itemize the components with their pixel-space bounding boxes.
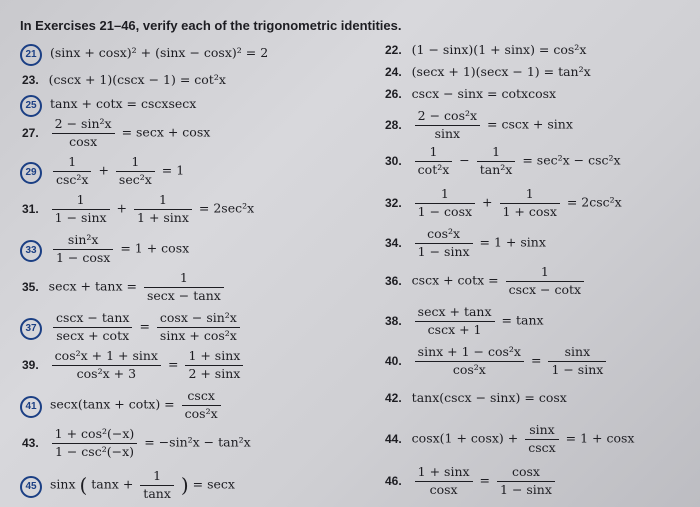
- exercise-28: 28. $\frac{\text{2 − cos²x}}{\sin x}$ = cscx + sinx: [385, 108, 573, 141]
- exercise-22: 22. (1 − sinx)(1 + sinx) = cos²x: [385, 42, 587, 57]
- exercise-number: 24.: [385, 65, 402, 79]
- circled-number: 33: [20, 240, 42, 262]
- exercise-30: 30. $\frac{1}{\text{cot²x}}$ − $\frac{1}{\text{tan²x}}$ = sec²x − csc²x: [385, 144, 621, 177]
- exercise-number: 23.: [22, 73, 39, 87]
- exercise-number: 44.: [385, 431, 402, 446]
- exercise-29: 29 $\frac{1}{\text{csc²x}}$ + $\frac{1}{\text{sec²x}}$ = 1: [20, 156, 184, 186]
- exercise-number: 26.: [385, 87, 402, 101]
- exercise-21: [20, 44, 268, 66]
- exercise-37: 37 $\frac{\csc x - \tan x}{\sec x + \cot x}$ = $\frac{\text{cosx − sin²x}}{\text{sinx + cos²x}}$: [20, 312, 243, 342]
- identity-expression: (cscx + 1)(cscx − 1) = cot²x: [48, 72, 226, 87]
- exercise-42: 42. tanx(cscx − sinx) = cosx: [385, 390, 567, 405]
- exercise-number: 42.: [385, 391, 402, 405]
- circled-number: 45: [20, 476, 42, 498]
- exercise-41: 41 secx(tanx + cotx) = $\frac{\csc x}{\text{cos²x}}$: [20, 390, 224, 420]
- exercise-number: 38.: [385, 313, 402, 328]
- exercise-33: 33 $\frac{\text{sin²x}}{1 - \cos x}$ = 1 + cosx: [20, 234, 189, 264]
- exercise-number: 34.: [385, 235, 402, 250]
- left-paren: (: [79, 473, 88, 497]
- exercise-24: 24. (secx + 1)(secx − 1) = tan²x: [385, 64, 591, 79]
- exercise-number: 22.: [385, 43, 402, 57]
- exercise-23: [22, 74, 226, 87]
- exercise-number: 46.: [385, 473, 402, 488]
- exercise-number: 30.: [385, 153, 402, 168]
- exercise-number: 35.: [22, 279, 39, 294]
- circled-number: 41: [20, 396, 42, 418]
- identity-expression: (sinx + cosx)² + (sinx − cosx)² = 2: [49, 45, 269, 60]
- exercise-number: 32.: [385, 195, 402, 210]
- exercise-46: 46. $\frac{1 + \sin x}{\cos x}$ = $\frac{\cos x}{1 - \sin x}$: [385, 466, 558, 496]
- exercise-38: 38. $\frac{\sec x + \tan x}{\csc x + 1}$ = tanx: [385, 304, 544, 337]
- exercise-34: 34. $\frac{\text{cos²x}}{1 - \sin x}$ = 1 + sinx: [385, 226, 546, 259]
- circled-number: 25: [20, 95, 42, 117]
- exercise-36: 36. cscx + cotx = $\frac{1}{\csc x - \cot x}$: [385, 266, 587, 296]
- exercise-43: 43. $\frac{\text{1 + cos²(−x)}}{\text{1 − csc²(−x)}}$ = −sin²x − tan²x: [22, 426, 251, 459]
- exercise-40: 40. $\frac{\text{sinx + 1 − cos²x}}{\text{cos²x}}$ = $\frac{\sin x}{1 - \sin x}$: [385, 346, 609, 376]
- exercise-44: 44. cosx(1 + cosx) + $\frac{\sin x}{\csc x}$ = 1 + cosx: [385, 422, 635, 455]
- exercise-heading: In Exercises 21–46, verify each of the trigonometric identities.: [20, 18, 402, 33]
- circled-number: 21: [20, 44, 42, 66]
- exercise-number: 36.: [385, 273, 402, 288]
- exercise-35: 35. secx + tanx = $\frac{1}{\sec x - \tan x}$: [22, 272, 227, 302]
- exercise-number: 28.: [385, 117, 402, 132]
- exercise-25: [20, 95, 196, 117]
- exercise-number: 40.: [385, 353, 402, 368]
- right-paren: ): [180, 473, 189, 497]
- exercise-number: 43.: [22, 435, 39, 450]
- exercise-26: 26. cscx − sinx = cotxcosx: [385, 86, 557, 101]
- exercise-27: 27. $\frac{\text{2 − sin²x}}{\cos x}$ = secx + cosx: [22, 116, 211, 149]
- exercise-31: 31. $\frac{1}{1 - \sin x}$ + $\frac{1}{1 + \sin x}$ = 2sec²x: [22, 192, 255, 225]
- exercise-number: 27.: [22, 125, 39, 140]
- circled-number: 37: [20, 318, 42, 340]
- fraction: $\frac{\text{2 − sin²x}}{\cos x}$: [52, 118, 115, 148]
- identity-expression: tanx + cotx = cscxsecx: [49, 96, 197, 111]
- circled-number: 29: [20, 162, 42, 184]
- exercise-number: 31.: [22, 201, 39, 216]
- exercise-39: 39. $\frac{\text{cos²x + 1 + sinx}}{\text{cos²x + 3}}$ = $\frac{1 + \sin x}{2 + \sin x}$: [22, 350, 246, 380]
- exercise-32: 32. $\frac{1}{1 - \cos x}$ + $\frac{1}{1 + \cos x}$ = 2csc²x: [385, 186, 622, 219]
- exercise-number: 39.: [22, 357, 39, 372]
- exercise-45: 45 sinx ( tanx + $\frac{1}{\tan x}$ ) = secx: [20, 470, 235, 500]
